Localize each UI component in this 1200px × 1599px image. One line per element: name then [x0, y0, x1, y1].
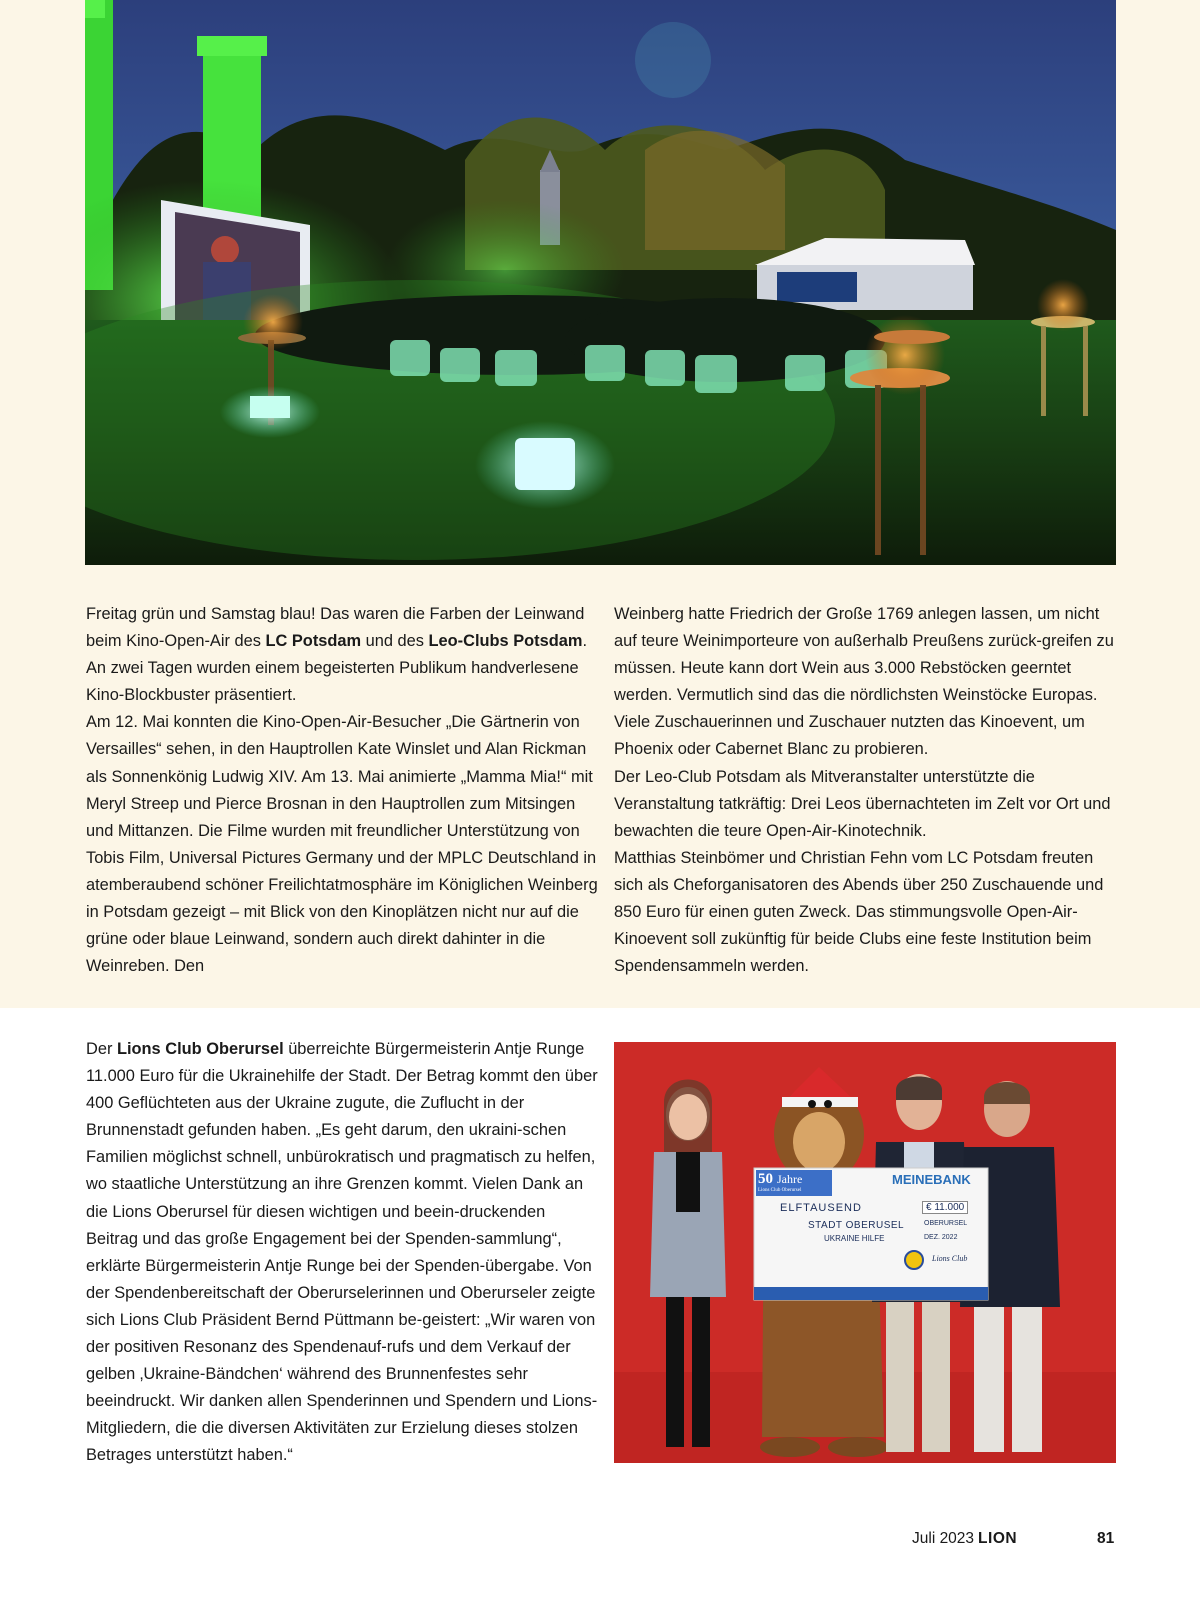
- paragraph: Matthias Steinbömer und Christian Fehn vom LC Potsdam freuten sich als Cheforganisatoren des Abends über 250 Zuschauende und 850 Euro für einen guten Zweck. Das stimmungsvolle Open-Air-Kinoevent soll zukünftig für beide Clubs eine feste Institution beim Spendensammeln werden.: [614, 848, 1104, 976]
- page-number: 81: [1097, 1530, 1115, 1547]
- check-amount-value: 11.000: [934, 1202, 965, 1213]
- article-potsdam-column-1: [86, 601, 598, 980]
- lions-emblem-icon: [904, 1250, 924, 1270]
- paragraph: [86, 1036, 598, 1470]
- paragraph: Am 12. Mai konnten die Kino-Open-Air-Besucher „Die Gärtnerin von Versailles“ sehen, in den Hauptrollen Kate Winslet und Alan Rickman als Sonnenkönig Ludwig XIV. Am 13. Mai animierte „Mamma Mia!“ mit Meryl Streep und Pierce Brosnan in den Hauptrollen zum Mitsingen und Mittanzen. Die Filme wurden mit freundlicher Unterstützung von Tobis Film, Universal Pictures Germany und der MPLC Deutschland in atemberaubend schöner Freilichtatmosphäre im Königlichen Weinberg in Potsdam gezeigt – mit Blick von den Kinoplätzen nicht nur auf die grüne oder blaue Leinwand, sondern auch direkt dahinter in die Weinreben. Den: [86, 713, 598, 976]
- text-run: . An zwei Tagen wurden einem begeisterten Publikum handverlesene Kino-Blockbuster präsentiert.: [86, 632, 587, 705]
- check-amount: [922, 1201, 968, 1214]
- check-logo-number: 50: [758, 1171, 773, 1187]
- paragraph: [86, 601, 598, 709]
- article-oberursel: [86, 1036, 598, 1470]
- text-run: Freitag grün und Samstag blau! Das waren die Farben der Leinwand: [86, 605, 585, 623]
- issue-date: Juli 2023: [912, 1530, 975, 1547]
- check-amount-words: ELFTAUSEND: [780, 1202, 862, 1214]
- article-potsdam-column-2: [614, 601, 1124, 980]
- club-name-oberursel: Lions Club Oberursel: [116, 1040, 284, 1058]
- check-logo: [758, 1170, 830, 1194]
- text-run: beim Kino-Open-Air des: [86, 632, 266, 651]
- club-name-lc-potsdam: LC Potsdam: [265, 632, 362, 651]
- text-run: und des: [361, 632, 429, 651]
- check-payee: STADT OBERUSEL: [808, 1220, 905, 1231]
- check-handover-photo: [614, 1042, 1116, 1463]
- check-logo-sub: Lions Club Oberursel: [758, 1188, 802, 1193]
- check-date: DEZ. 2022: [924, 1234, 958, 1241]
- text-run: überreichte Bürgermeisterin Antje Runge 11.000 Euro für die Ukrainehilfe der Stadt. Der Betrag kommt den über 400 Geflüchteten aus der Ukraine zugute, die Zuflucht in der Brunnenstadt gefunden haben. „Es geht darum, den ukraini-schen Familien möglichst schnell, unbürokratisch und pragmatisch zu helfen, wo staatliche Unterstützung an ihre Grenzen kommt. Vielen Dank an die Lions Oberursel für diesen wichtigen und beein-druckenden Beitrag und das große Engagement bei der Spenden-sammlung“, erklärte Bürgermeisterin Antje Runge bei der Spenden-übergabe. Von der Spendenbereitschaft der Oberurselerinnen und Oberurseler zeigte sich Lions Club Präsident Bernd Püttmann be-geistert: „Wir waren von der positiven Resonanz des Spendenauf-rufs und dem Verkauf der gelben ‚Ukraine-Bändchen‘ während des Brunnenfestes sehr beeindruckt. Wir danken allen Spenderinnen und Spendern und Lions-Mitgliedern, die die diversen Aktivitäten zur Erzielung dieses stolzen Betrages unterstützt haben.“: [86, 1040, 598, 1465]
- paragraph: Der Leo-Club Potsdam als Mitveranstalter unterstützte die Veranstaltung tatkräftig: Drei Leos übernachteten im Zelt vor Ort und bewachten die teure Open-Air-Kinotechnik.: [614, 767, 1111, 840]
- outdoor-cinema-photo: [85, 0, 1116, 565]
- check-purpose: UKRAINE HILFE: [824, 1234, 885, 1243]
- club-name-leo-potsdam: Leo-Clubs Potsdam: [428, 632, 583, 651]
- issue-label: [912, 1527, 1017, 1551]
- check-place: OBERURSEL: [924, 1220, 968, 1227]
- check-bank: MEINEBANK: [892, 1172, 971, 1187]
- check-logo-text: Jahre: [777, 1172, 803, 1186]
- check-signature: Lions Club: [932, 1254, 968, 1263]
- check-overlay: [754, 1168, 988, 1300]
- check-currency: €: [926, 1202, 932, 1213]
- magazine-brand: LION: [978, 1530, 1018, 1547]
- paragraph: Weinberg hatte Friedrich der Große 1769 anlegen lassen, um nicht auf teure Weinimporteure von außerhalb Preußens zurück-greifen zu müssen. Heute kann dort Wein aus 3.000 Rebstöcken geerntet werden. Vermutlich sind das die nördlichsten Weinstöcke Europas. Viele Zuschauerinnen und Zuschauer nutzten das Kinoevent, um Phoenix oder Cabernet Blanc zu probieren.: [614, 605, 1114, 759]
- text-run: Der: [86, 1040, 117, 1058]
